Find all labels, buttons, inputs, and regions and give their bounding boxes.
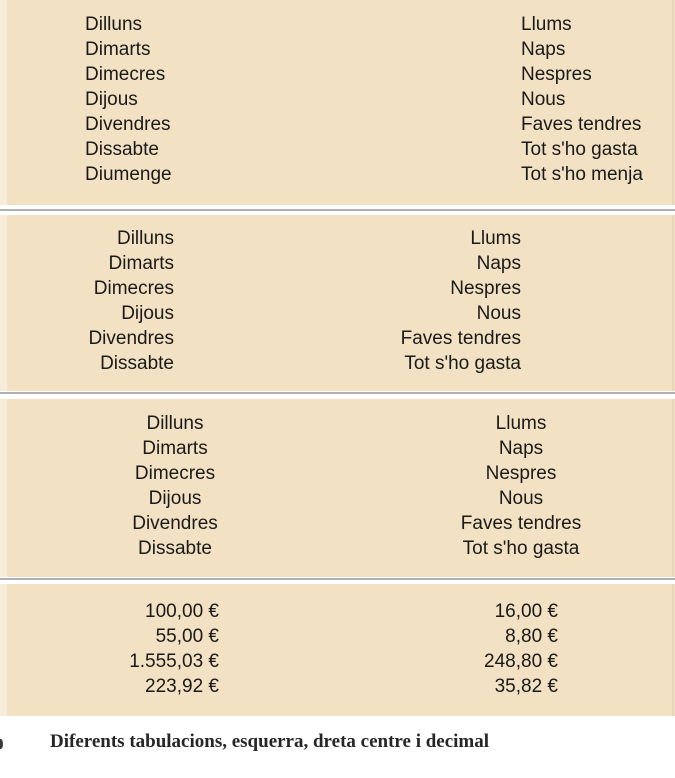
column-days-centered [0,411,350,561]
tab-row: Faves tendres [460,513,582,534]
column-days-left-aligned [85,12,172,187]
tab-row: Tot s'ho gasta [462,538,580,559]
section-divider [0,391,675,399]
tab-row: Tot s'ho gasta [404,353,521,374]
tab-row: Dilluns [146,413,204,434]
tab-row: Llums [495,413,547,434]
amount-row: 223,92 € [145,676,219,697]
tab-row: Llums [521,14,572,35]
tab-row: Faves tendres [400,328,521,349]
divider-line [0,578,675,580]
figure-caption: Diferents tabulacions, esquerra, dreta centre i decimal [50,731,490,752]
amount-row: 35,82 € [494,676,558,697]
section-divider [0,577,675,584]
tab-row: Dissabte [100,353,174,374]
tab-row: Dijous [121,303,174,324]
section-decimal-tab [0,584,675,716]
tab-row: Dimecres [93,278,174,299]
tab-row: Naps [476,253,521,274]
tab-row: Dilluns [116,228,174,249]
amount-row: 100,00 € [145,601,219,622]
tab-row: Dissabte [85,139,159,160]
tab-row: Faves tendres [521,114,642,135]
column-items-centered [346,411,675,561]
tab-row: Divendres [132,513,218,534]
section-left-tab [0,0,675,205]
tab-row: Llums [470,228,521,249]
tab-row: Nous [521,89,566,110]
tab-row: Divendres [88,328,174,349]
column-items-left-aligned [521,12,643,187]
amount-row: 1.555,03 € [129,651,219,672]
column-items-right-aligned [0,226,521,376]
tab-row: Naps [521,39,566,60]
cropped-character-fragment [0,739,3,749]
tab-row: Tot s'ho gasta [521,139,638,160]
tab-row: Nous [498,488,544,509]
section-right-tab [0,215,675,391]
amount-row: 16,00 € [494,601,558,622]
tab-row: Naps [498,438,544,459]
tab-row: Dijous [85,89,138,110]
tab-row: Dijous [148,488,202,509]
amount-row: 248,80 € [484,651,558,672]
divider-line [0,209,675,211]
tab-row: Tot s'ho menja [521,164,643,185]
tab-row: Dimarts [142,438,208,459]
tab-row: Dimarts [108,253,174,274]
tab-row: Dimecres [134,463,216,484]
tab-row: Divendres [85,114,171,135]
tab-row: Dissabte [138,538,212,559]
amount-row: 8,80 € [505,626,558,647]
tab-row: Dimarts [85,39,151,60]
tab-row: Nespres [521,64,592,85]
tab-row: Diumenge [85,164,172,185]
column-amounts-decimal-aligned [0,599,219,699]
column-amounts-decimal-aligned [339,599,558,699]
tab-row: Nous [476,303,521,324]
tab-row: Nespres [485,463,557,484]
tab-row: Dimecres [85,64,166,85]
section-center-tab [0,399,675,577]
divider-line [0,392,675,394]
section-divider [0,205,675,215]
tab-row: Nespres [450,278,521,299]
tab-row: Dilluns [85,14,143,35]
amount-row: 55,00 € [155,626,219,647]
